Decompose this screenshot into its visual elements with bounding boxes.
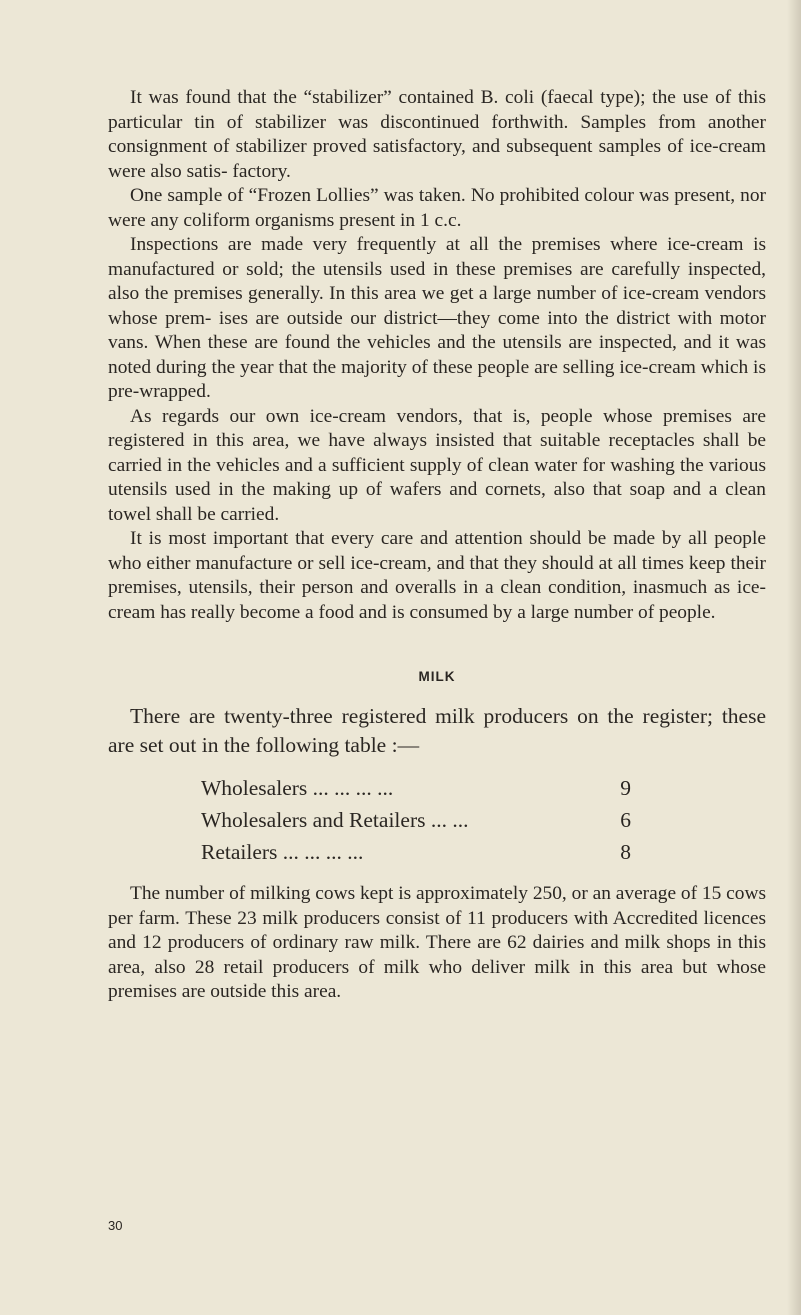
paragraph-milk-intro: There are twenty-three registered milk producers on the register; these are set out in the following table :—	[108, 704, 766, 757]
paragraph-own-vendors: As regards our own ice-cream vendors, that is, people whose premises are registered in this area, we have always insisted that suitable receptacles shall be carried in the vehicles and a sufficient supply of clean water for washing the various utensils used in the making up of wafers and cornets, also that soap and a clean towel shall be carried.	[108, 405, 766, 525]
row-value-wholesalers: 9	[620, 776, 631, 800]
row-label-retailers: Retailers ... ... ... ...	[201, 840, 364, 864]
paragraph-stabilizer: It was found that the “stabilizer” contained B. coli (faecal type); the use of this particular tin of stabilizer was discontinued forthwith. Samples from another consignment of stabilizer proved satisfactory, and subsequent samples of ice-cream were also satis- factory.	[108, 87, 766, 182]
page-number: 30	[108, 1218, 123, 1233]
table-row	[201, 804, 631, 836]
paragraph-frozen-lollies: One sample of “Frozen Lollies” was taken. No prohibited colour was present, nor were any coliform organisms present in 1 c.c.	[108, 185, 766, 231]
row-label-wholesalers: Wholesalers ... ... ... ...	[201, 776, 394, 800]
paragraph-care-attention: It is most important that every care and attention should be made by all people who either manufacture or sell ice-cream, and that they should at all times keep their premises, utensils, their person and overalls in a clean condition, inasmuch as ice-cream has really become a food and is consumed by a large number of people.	[108, 528, 766, 623]
row-value-wholesalers-retailers: 6	[620, 808, 631, 832]
section-heading-milk: MILK	[418, 669, 456, 684]
page-body	[108, 86, 766, 1005]
milk-producers-table	[201, 772, 631, 868]
paragraph-inspections: Inspections are made very frequently at all the premises where ice-cream is manufactured or sold; the utensils used in these premises are carefully inspected, also the premises generally. In this area we get a large number of ice-cream vendors whose prem- ises are outside our district—they come into the district with motor vans. When these are found the vehicles and the utensils are inspected, and it was noted during the year that the majority of these people are selling ice-cream which is pre-wrapped.	[108, 234, 766, 402]
row-label-wholesalers-retailers: Wholesalers and Retailers ... ...	[201, 808, 469, 832]
row-value-retailers: 8	[620, 840, 631, 864]
table-row	[201, 772, 631, 804]
paragraph-milk-closing: The number of milking cows kept is approximately 250, or an average of 15 cows per farm. These 23 milk producers consist of 11 producers with Accredited licences and 12 producers of ordinary raw milk. There are 62 dairies and milk shops in this area, also 28 retail producers of milk who deliver milk in this area but whose premises are outside this area.	[108, 883, 766, 1002]
table-row	[201, 836, 631, 868]
page-edge-shadow	[787, 0, 801, 1315]
